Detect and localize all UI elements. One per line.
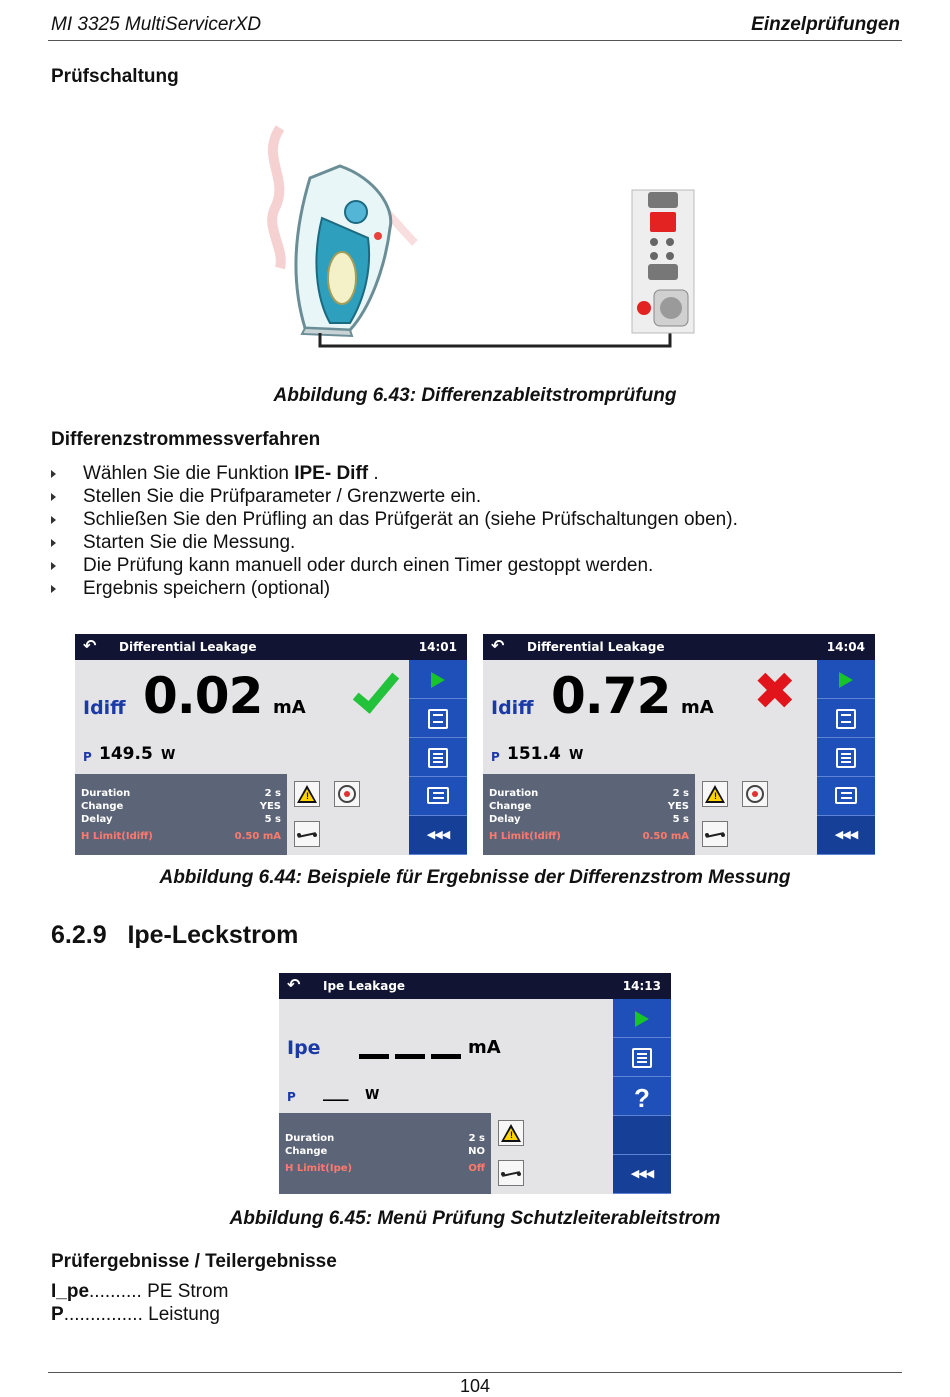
power-unit: W bbox=[161, 748, 176, 763]
play-button[interactable] bbox=[613, 999, 671, 1038]
param-row: Delay 5 s bbox=[489, 814, 689, 825]
power-unit: W bbox=[365, 1088, 380, 1103]
main-measure-unit: mA bbox=[273, 697, 306, 718]
screen-header bbox=[75, 634, 467, 660]
screen-clock: 14:04 bbox=[826, 640, 865, 654]
page-number: 104 bbox=[459, 1376, 491, 1396]
switch-icon bbox=[294, 821, 320, 847]
pe-socket-icon bbox=[334, 781, 360, 807]
heading-verfahren: Differenzstrommessverfahren bbox=[51, 429, 321, 450]
parameter-panel[interactable] bbox=[279, 1113, 491, 1194]
main-measure-value: 0.02 bbox=[143, 667, 263, 725]
param-row-limit: H Limit(Ipe) Off bbox=[285, 1163, 485, 1174]
bullet-icon bbox=[51, 516, 56, 524]
bullet-icon bbox=[51, 493, 56, 501]
screen-ipe-leakage bbox=[279, 973, 671, 1194]
figure-44-caption: Abbildung 6.44: Beispiele für Ergebnisse der Differenzstrom Messung bbox=[159, 867, 791, 888]
procedure-step: Die Prüfung kann manuell oder durch einen Timer gestoppt werden. bbox=[51, 554, 911, 577]
comment-icon bbox=[835, 787, 857, 804]
warning-icon: ! bbox=[702, 781, 728, 807]
comment-button[interactable] bbox=[409, 777, 467, 816]
power-value: 151.4 bbox=[507, 744, 561, 764]
main-measure-label: Idiff bbox=[83, 697, 126, 719]
figure-43-caption: Abbildung 6.43: Differenzableitstromprüfung bbox=[273, 385, 677, 406]
empty-value-dash bbox=[395, 1054, 425, 1059]
empty-value-dash bbox=[359, 1054, 389, 1059]
power-label: P bbox=[491, 750, 500, 764]
section-title-629: 6.2.9 Ipe-Leckstrom bbox=[51, 921, 299, 949]
param-row: Delay 5 s bbox=[81, 814, 281, 825]
param-row: Duration 2 s bbox=[489, 788, 689, 799]
screen-differential-leakage-fail bbox=[483, 634, 875, 855]
screen-title: Ipe Leakage bbox=[323, 979, 406, 993]
list-icon bbox=[428, 748, 448, 768]
back-arrow-icon[interactable]: ↶ bbox=[491, 636, 505, 655]
warning-icon: ! bbox=[294, 781, 320, 807]
pass-check-icon bbox=[353, 664, 399, 713]
play-button[interactable] bbox=[409, 660, 467, 699]
param-row: Change YES bbox=[81, 801, 281, 812]
screen-header bbox=[483, 634, 875, 660]
power-unit: W bbox=[569, 748, 584, 763]
empty-menu-slot bbox=[613, 1116, 671, 1155]
procedure-step: Stellen Sie die Prüfparameter / Grenzwerte ein. bbox=[51, 485, 911, 508]
save-button[interactable] bbox=[409, 699, 467, 738]
list-icon bbox=[632, 1048, 652, 1068]
rewind-button[interactable] bbox=[817, 816, 875, 855]
screen-side-menu bbox=[409, 660, 467, 855]
list-icon bbox=[836, 748, 856, 768]
instrument-socket-panel bbox=[632, 190, 694, 333]
rewind-button[interactable] bbox=[613, 1155, 671, 1194]
power-value: 149.5 bbox=[99, 744, 153, 764]
bullet-icon bbox=[51, 470, 56, 478]
back-arrow-icon[interactable]: ↶ bbox=[287, 975, 301, 994]
help-button[interactable] bbox=[613, 1077, 671, 1116]
play-icon bbox=[839, 672, 853, 688]
play-button[interactable] bbox=[817, 660, 875, 699]
parameter-panel[interactable] bbox=[483, 774, 695, 855]
comment-icon bbox=[427, 787, 449, 804]
parameter-panel[interactable] bbox=[75, 774, 287, 855]
screen-header bbox=[279, 973, 671, 999]
param-row-limit: H Limit(Idiff) 0.50 mA bbox=[81, 831, 281, 842]
heading-pruefschaltung: Prüfschaltung bbox=[51, 66, 179, 87]
param-row: Duration 2 s bbox=[81, 788, 281, 799]
back-arrow-icon[interactable]: ↶ bbox=[83, 636, 97, 655]
bullet-icon bbox=[51, 585, 56, 593]
heading-results: Prüfergebnisse / Teilergebnisse bbox=[51, 1251, 337, 1272]
screen-side-menu bbox=[613, 999, 671, 1194]
screen-side-menu bbox=[817, 660, 875, 855]
bullet-icon bbox=[51, 539, 56, 547]
param-row-limit: H Limit(Idiff) 0.50 mA bbox=[489, 831, 689, 842]
pe-socket-icon bbox=[742, 781, 768, 807]
empty-value-dash bbox=[431, 1054, 461, 1059]
procedure-steps bbox=[51, 462, 911, 600]
list-button[interactable] bbox=[817, 738, 875, 777]
rewind-button[interactable] bbox=[409, 816, 467, 855]
rewind-icon: ◀◀◀ bbox=[630, 1168, 654, 1180]
rewind-icon: ◀◀◀ bbox=[426, 829, 450, 841]
iron-icon bbox=[296, 166, 391, 336]
footer-divider bbox=[48, 1372, 902, 1373]
screen-differential-leakage-pass bbox=[75, 634, 467, 855]
procedure-step: Wählen Sie die Funktion IPE- Diff . bbox=[51, 462, 911, 485]
power-label: P bbox=[83, 750, 92, 764]
main-measure-label: Ipe bbox=[287, 1037, 321, 1059]
list-button[interactable] bbox=[613, 1038, 671, 1077]
play-icon bbox=[635, 1011, 649, 1027]
help-icon: ? bbox=[634, 1083, 650, 1113]
procedure-step: Starten Sie die Messung. bbox=[51, 531, 911, 554]
switch-icon bbox=[498, 1160, 524, 1186]
power-label: P bbox=[287, 1090, 296, 1104]
power-value: ___ bbox=[323, 1082, 349, 1102]
procedure-step: Ergebnis speichern (optional) bbox=[51, 577, 911, 600]
figure-45-caption: Abbildung 6.45: Menü Prüfung Schutzleiterableitstrom bbox=[229, 1208, 721, 1229]
circuit-illustration bbox=[250, 118, 700, 358]
screen-title: Differential Leakage bbox=[527, 640, 665, 654]
fail-cross-icon: ✖ bbox=[753, 662, 797, 722]
main-measure-value: 0.72 bbox=[551, 667, 671, 725]
warning-icon: ! bbox=[498, 1120, 524, 1146]
save-icon bbox=[836, 709, 856, 729]
heat-wave-icon bbox=[272, 128, 281, 268]
screen-title: Differential Leakage bbox=[119, 640, 257, 654]
param-row: Change YES bbox=[489, 801, 689, 812]
bullet-icon bbox=[51, 562, 56, 570]
header-chapter-title: Einzelprüfungen bbox=[751, 14, 900, 35]
screen-clock: 14:13 bbox=[622, 979, 661, 993]
main-measure-unit: mA bbox=[681, 697, 714, 718]
main-measure-label: Idiff bbox=[491, 697, 534, 719]
result-item-p: P............... Leistung bbox=[51, 1304, 220, 1325]
param-row: Change NO bbox=[285, 1146, 485, 1157]
save-icon bbox=[428, 709, 448, 729]
header-divider bbox=[48, 40, 902, 41]
result-item-ipe: I_pe.......... PE Strom bbox=[51, 1281, 229, 1302]
switch-icon bbox=[702, 821, 728, 847]
param-row: Duration 2 s bbox=[285, 1133, 485, 1144]
screen-clock: 14:01 bbox=[418, 640, 457, 654]
rewind-icon: ◀◀◀ bbox=[834, 829, 858, 841]
comment-button[interactable] bbox=[817, 777, 875, 816]
procedure-step: Schließen Sie den Prüfling an das Prüfgerät an (siehe Prüfschaltungen oben). bbox=[51, 508, 911, 531]
main-measure-unit: mA bbox=[468, 1037, 501, 1058]
test-cable bbox=[320, 328, 670, 346]
header-document-title: MI 3325 MultiServicerXD bbox=[51, 14, 262, 35]
list-button[interactable] bbox=[409, 738, 467, 777]
play-icon bbox=[431, 672, 445, 688]
save-button[interactable] bbox=[817, 699, 875, 738]
